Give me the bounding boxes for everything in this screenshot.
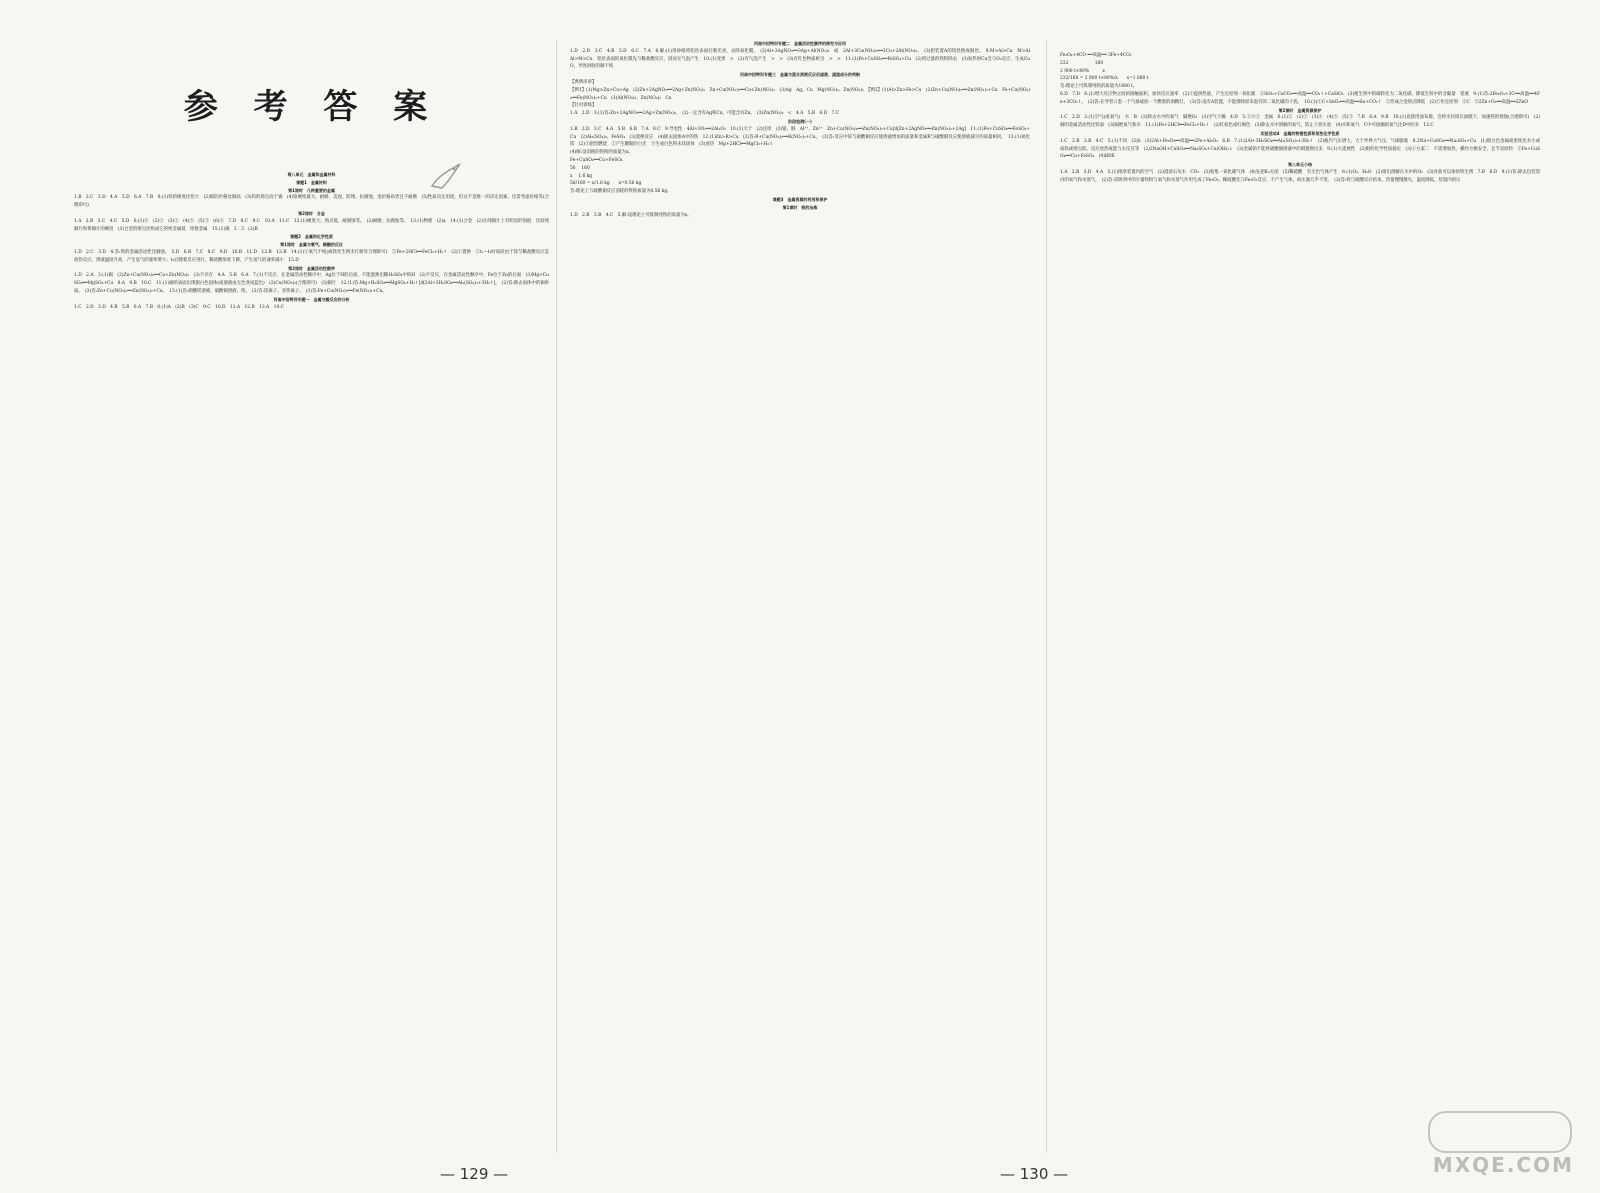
answer-text: 答:理论上与硫酸铜反应消耗的铁粉质量为0.56 kg。 [570,189,672,195]
answer-column-3 [1060,0,1540,1193]
watermark-badge-icon [1428,1111,1572,1153]
answer-text: 1.A 2.B 3.C 4.C 5.D 6.(1)④ (2)① (3)② (4)⑤ (5)③ (6)⑥ 7.D 8.C 9.C 10.A 11.C 12.(1)硬度大、熔点低、耐腐蚀等。 (2)耐磨、抗腐蚀等。 13.(1)物理 (2)a 14.(1)合金 (2)在纯铜片上有明显的划痕 比较纯铜片和黄铜片的硬度 (3)合金的熔点比组成它的纯金属低 焊接金属 15.(1)锡 2∶3 (2)B [74,218,549,232]
decorative-fish-icon [428,160,464,196]
section-heading: 河南中招特训专题一 金属与酸反应的分析 [273,296,350,302]
section-heading: 阶段检测(一) [788,118,812,124]
section-heading: 课题1 金属材料 [296,179,327,185]
column-divider [1046,40,1047,1153]
watermark-text: MXQE.COM [1432,1153,1574,1177]
section-heading: 第1课时 铁的冶炼 [782,204,818,210]
answer-text: Fe₃O₄+4CO ══高温══ 3Fe+4CO₂ [1060,53,1132,58]
column-divider [556,40,557,1153]
answer-text: 1.A 2.D 3.(1)答:Zn+2AgNO₃══2Ag+Zn(NO₃)₂。 (2)一定含有Ag和Cu，可能含有Zn。 (3)Zn(NO₃)₂ < 4.A 5.B 6.D 7.C [570,111,840,117]
answer-text: 1.A 2.B 3.D 4.A 5.(1)排净装置内的空气 (2)澄清石灰水 CO₂ (3)收集一氧化碳气体 (4)先把K₃关闭 (5)稀硫酸 有无色气体产生 6.(1)O₂、H₂O (2)排出溶解在水中的O₂ (3)食盐可以加快铁生锈 7.B 8.D 9.(1)答:除去包装袋内的氧气和水蒸气。 (2)答:双吸剂中的少量铁粉与氧气和水蒸气作用生成了Fe₂O₃，稀硫酸先与Fe₂O₃反应，不产生气体，故压强几乎不变。 (3)答:铁与硫酸反应结束，热量慢慢散失，温度降低，装置内的压 [1060,169,1540,183]
answer-text: 6.D 7.D 8.(1)增大反应物之间的接触面积，加快反应速率 (2)①提供热量，产生还原剂一氧化碳 ②SiO₂+CaCO₃══高温══CO₂↑+CaSiO₃ (3)使生铁中的碳转化为二氧化碳，降低生铁中的含碳量 延展 9.(1)答:2Fe₂O₃+3C══高温══4Fe+3CO₂↑。 (2)答:在导管口套一个气球或放一个燃着的酒精灯。 (3)答:没有A装置，不能排除原来混有的二氧化碳的干扰。 10.(1)①C+SnO₂══高温══Sn+CO₂↑ ②形成合金熔点降低 (2)①作还原剂 ②C ③2Zn+O₂══高温══2ZnO [1060,91,1540,105]
answer-text: 【针对训练】 [570,103,597,109]
section-heading: 实验活动4 金属的物理性质和某些化学性质 [1260,130,1340,136]
answer-text: 2 900 t×80% x [1060,68,1105,74]
answer-text: 1.C 2.B 3.B 4.C 5.(1)不同 (2)b (3)2Al+Fe₂O₃══高温══2Fe+Al₂O₃ 6.B 7.(1)2Al+3H₂SO₄══Al₂(SO₄)₃+3H₂↑ (2)瓶内气压增大，大于外界大气压，气球膨胀 8.2Na+CuSO₄══Na₂SO₄+Cu (1)银白色金属或密度比水小或质软或熔点低、反应放热或能与水反应等 (2)2NaOH+CuSO₄══Na₂SO₄+Cu(OH)₂↓ (3)金属钠不能将硫酸铜溶液中的铜置换出来 9.(1)大延展性 (2)银的化学性质稳定 (3)①方案二 不需要加热，操作方便安全，且节省原料 ②Fe+CuSO₄══Cu+FeSO₄ (4)BDE [1060,138,1540,160]
section-heading: 第1课时 金属与氧气、稀酸的反应 [280,242,343,248]
answer-text: 1.D 2.D 3.C 4.B 5.D 6.C 7.A 8.解:(1)用砂纸将铝丝表面打磨光亮，去除氧化膜。 (2)Al+3AgNO₃══3Ag+Al(NO₃)₃ 或 2Al+3Cu(NO₃)₂══3Cu+2Al(NO₃)₃。 (3)把装置A的铝丝换成铜丝。 9.M>Al>Cu M>Al Al>M>Cu 铝丝表面的氧化膜先与稀盐酸反应，因而无气泡产生 10.(1)变黑 > (2)有气泡产生 > > (3)有红色物质析出 > > 11.(1)Fe+CuSO₄══FeSO₄+Cu (2)将过量的铁粉除去 (3)加热时Cu会与O₂反应，生成CuO，导致回收的铜不纯 [570,48,1035,70]
answer-text: 1.D 2.B 3.B 4.C 5.解:设理论上可炼制纯铁的质量为x。 [570,212,692,218]
page-number-right: — 130 — [1000,1165,1069,1183]
page-number-left: — 129 — [440,1165,509,1183]
section-heading: 河南中招特训专题三 金属与混合溶液反应后滤液、滤渣成分的判断 [740,72,860,78]
answer-text: 56/160 = x/1.6 kg x=0.56 kg [570,181,642,187]
answer-text: 1.B 2.D 3.C 4.A 5.B 6.B 7.A 8.C 9.导电性 4Al+3O₂══2Al₂O₃ 10.(1)大于 (2)还原 (3)银、铜 Al³⁺、Zn²⁺ Zn+Cu(NO₃)₂══Zn(NO₃)₂+Cu[或Zn+2AgNO₃══Zn(NO₃)₂+2Ag] 11.(1)Fe+CuSO₄══FeSO₄+Cu (2)Al₂(SO₄)₃、FeSO₄ (3)置换反应 (4)除去固体A中的铁 12.(1)Zn>R>Cu (2)答:R+Cu(NO₃)₂══R(NO₃)₂+Cu。 (3)答:反应中锌与硝酸铜反应使溶液增加的质量和金属R与硝酸铜反应使溶液减少的质量相同。 13.(1)氧化镁 (2)①剧烈燃烧 ②产生耀眼的白光 ③生成白色粉末状固体 (3)放热 Mg+2HCl══MgCl₂+H₂↑ [570,126,1030,148]
column-3-content [1060,52,1540,185]
answer-text: 232 168 [1060,60,1104,66]
answer-text: 1.B 2.C 3.D 4.A 5.D 6.A 7.B 8.(1)铁的硬度比铅大 (2)银的价格比铜高 (3)钨的熔点高于锡 (4)铬硬度最大，耐磨、美观、防锈、抗腐蚀，金价格昂贵且不耐磨 (5)性质决定用途，但这不是唯一的决定因素，还需考虑价格等(合理即可) [74,195,549,209]
section-heading: 第1课时 几种重要的金属 [288,187,335,193]
column-1-content [74,171,549,311]
answer-text: 1.D 2.A 3.(1)铜 (2)Zn+Cu(NO₃)₂══Cu+Zn(NO₃)₂ (3)不存在 4.A 5.B 6.A 7.(1)不反应，在金属活动性顺序中，Ag位于H的后面，不能置换出稀H₂SO₄中的H (2)不反应，在金属活动性顺序中，Fe位于Zn的后面 (3)Mg+CuSO₄══MgSO₄+Cu 8.A 9.B 10.C 11.(1)铜的表面出现银白色固体(或溶液由无色变成蓝色) (2)Cu(NO₃)₂(合理即可) (3)铜片 12.(1)答:Mg+H₂SO₄══MgSO₄+H₂↑[或2Al+3H₂SO₄══Al₂(SO₄)₃+3H₂↑]。 (2)答:除去固体中的铜单质。 (3)答:Zn+Cu(NO₃)₂══Zn(NO₃)₂+Cu。 13.(1)答:硝酸镁溶液、硝酸铜溶液、铁。 (2)答:镁离子、亚铁离子。 (3)答:Fe+Cu(NO₃)₂══Fe(NO₃)₂+Cu。 [74,273,549,294]
section-heading: 河南中招特训专题二 金属活动性顺序的探究与应用 [754,41,846,46]
answer-text: 232/168 = 2 900 t×80%/x x=1 680 t [1060,76,1149,82]
section-heading: 课题2 金属的化学性质 [290,234,333,240]
answer-text: Fe+CuSO₄══Cu+FeSO₄ [570,157,623,163]
answer-text: 1.C 2.D 3.D 4.B 5.B 6.A 7.B 8.(1)A (2)B (3)C 9.C 10.D 11.A 12.B 13.A 14.C [74,304,284,310]
column-2-content [570,40,1035,219]
answer-column-1 [74,0,549,1193]
answer-text: 1.C 2.D 3.(1)空气(或氧气) 水 B (2)除去水中的氧气 隔绝O₂ (3)空气干燥 4.D 5.②④⑤ 金属 6.(1)② (2)① (3)④ (4)⑤ (5)③ 7.B 8.A 9.B 10.(1)直接用油布擦，会将水封闭在油膜下，加速铁的锈蚀(合理即可) (2)铜的金属活动性比铁弱 (3)隔绝氧气和水 11.(1)Fe+2HCl══FeCl₂+H₂↑ (2)红棕色或红褐色 (3)除去水中溶解的氧气，防止干扰实验 (4)水和氧气 C中可接触的氧气比D中的多 12.C [1060,115,1540,129]
watermark-logo [1422,1109,1582,1179]
page-title: 参 考 答 案 [183,87,440,127]
section-heading: 第八单元 金属和金属材料 [287,172,336,177]
answer-text: 1.D 2.C 3.D 4.答:铁的金属活动性比铜强。 5.D 6.B 7.C 8.C 9.D 10.B 11.D 12.B 13.B 14.(1)①氧气不纯(或铁丝生锈未打磨等合理即可) ②Fe+2HCl══FeCl₂+H₂↑ (2)①置换 ②t₁～t₂时间段由于镁与稀盐酸反应是放热反应，溶液温度升高，产生氢气的速率增大；t₂后随着反应进行，稀盐酸浓度下降，产生氢气的速率减小 15.D [74,249,549,263]
answer-text: 56 160 [570,165,590,171]
answer-text: 答:理论上可炼制纯铁的质量为1680 t。 [1060,84,1138,90]
answer-text: x 1.6 kg [570,173,593,179]
section-heading: 第2课时 金属活动性顺序 [288,265,335,271]
section-heading: 第2课时 金属资源保护 [1278,107,1322,113]
section-heading: 第2课时 合金 [298,210,325,216]
answer-text: (4)解:设消耗的铁粉的质量为x。 [570,150,633,156]
section-heading: 第八单元小结 [1288,162,1312,168]
answer-text: 【例1】(1)Mg>Zn>Cu>Ag (2)Zn+2AgNO₃══2Ag+Zn(NO₃)₂ Zn+Cu(NO₃)₂══Cu+Zn(NO₃)₂ (3)Ag Ag、Cu Mg(NO₃)₂、Zn(NO₃)₂ 【例2】(1)Al>Zn>Fe>Cu (2)Zn+Cu(NO₃)₂══Zn(NO₃)₂+Cu Fe+Cu(NO₃)₂══Fe(NO₃)₂+Cu (3)Al(NO₃)₃、Zn(NO₃)₂ Cu [570,87,1030,101]
section-heading: 课题3 金属资源的利用和保护 [772,196,828,202]
answer-text: 【典例串讲】 [570,79,597,85]
